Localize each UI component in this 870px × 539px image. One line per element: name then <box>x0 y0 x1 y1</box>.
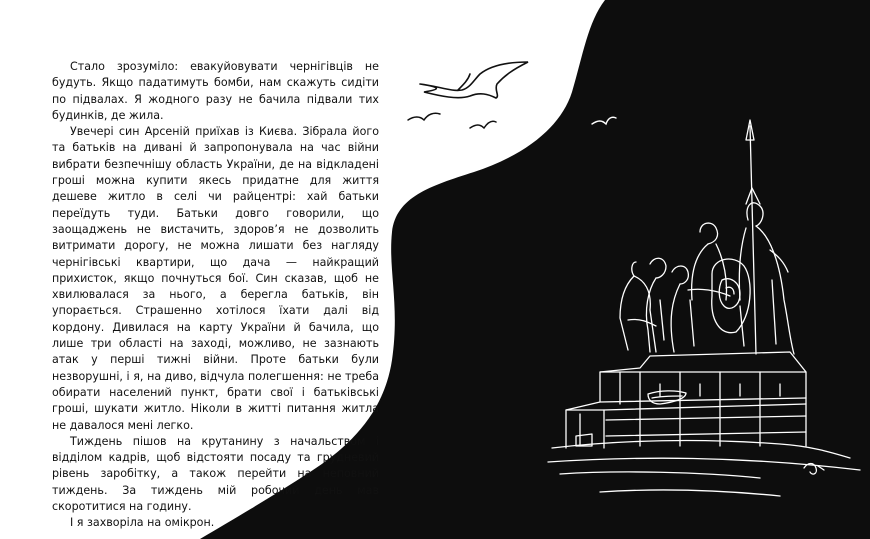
bird-icon <box>470 121 496 128</box>
bird-icon <box>408 113 440 120</box>
paragraph: Стало зрозуміло: евакуйовувати чернігівців не будуть. Якщо падатимуть бомби, нам скажуть сидіти по підвалах. Я жодного разу не бачила підвали тих будинків, де жила. <box>52 60 379 122</box>
paragraph: Увечері син Арсеній приїхав із Києва. Зібрала його та батьків на дивані й запропонувала на час війни вибрати безпечнішу область України, де на відкладені гроші можна купити якесь придатне для життя дешеве житло в селі чи райцентрі: хай батьки переїдуть туди. Батьки довго говорили, що заощаджень не вистачить, здоров’я не дозволить витримати дорогу, не можна лишати без нагляду чернігівські квартири, що дача — найкращий прихисток, якщо почнуться бої. Син сказав, щоб не хвилювалася за нього, а берегла батьків, він упорається. Страшенно хотілося їхати далі від кордону. Дивилася на карту України й бачила, що лише три області на заході, можливо, не зазнають атак у перші тижні війни. Проте батьки були незворушні, і я, на диво, відчула полегшення: не треба обирати населений пункт, брати свої і батьківські гроші, шукати житло. Ніколи в житті питання житла не давалося мені легко. <box>52 125 379 432</box>
text-column <box>52 59 379 532</box>
bird-icon <box>420 62 528 98</box>
paragraph: І я захворіла на омікрон. <box>70 516 215 530</box>
paragraph: Тиждень пішов на крутанину з начальством і відділом кадрів, щоб відстояти посаду та грудневий рівень заробітку, а також перейти на неповний тиждень. За тиждень мій робочий день мав скоротитися на годину. <box>52 434 379 514</box>
